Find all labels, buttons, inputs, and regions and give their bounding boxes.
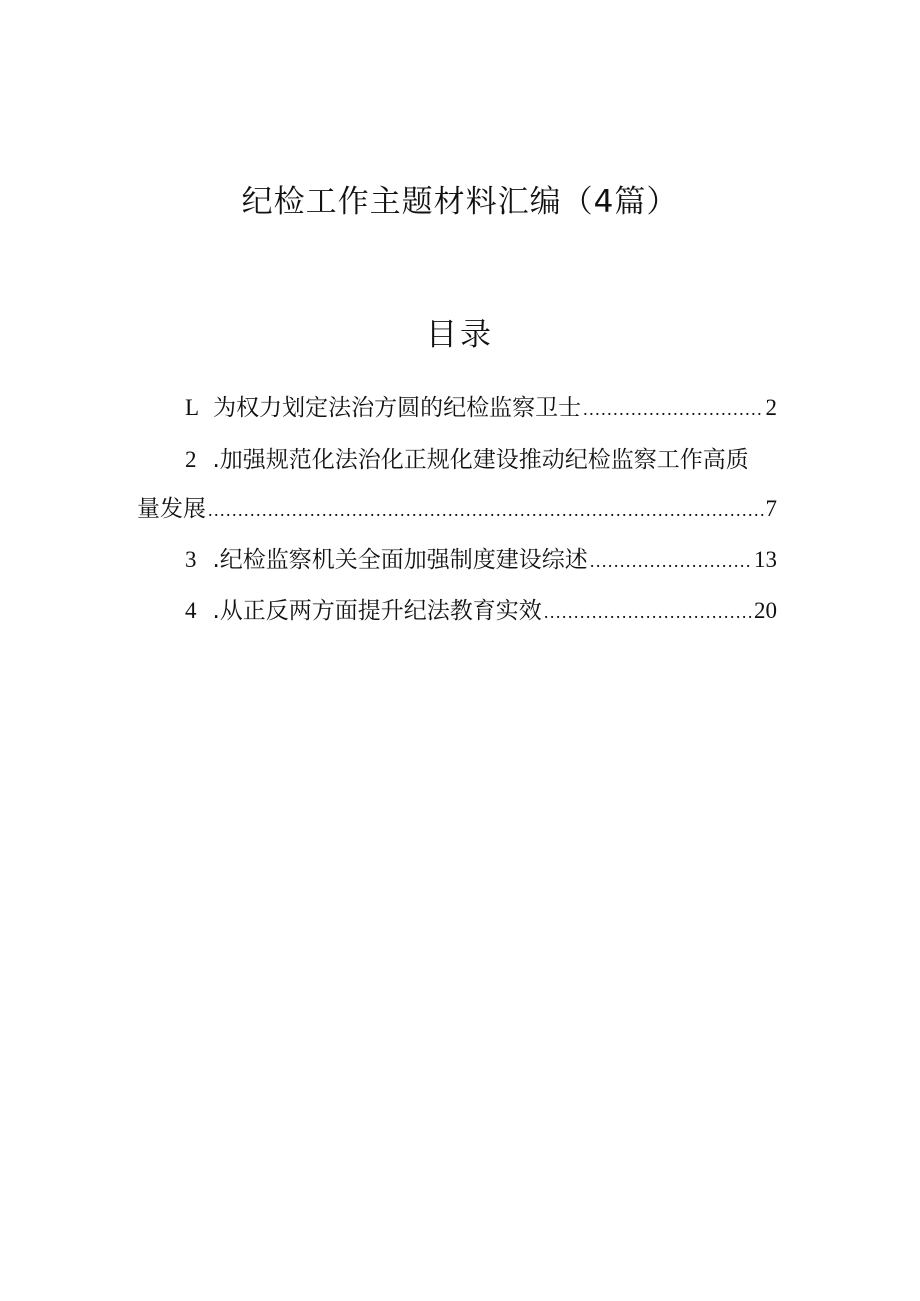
toc-entry-page: 20 (754, 598, 777, 623)
toc-entry-page: 2 (765, 395, 777, 420)
toc-entry-1[interactable] (185, 391, 777, 426)
toc-heading: 目录 (426, 317, 494, 353)
dot-leader (544, 595, 752, 629)
toc-entry-4[interactable] (185, 594, 777, 629)
dot-leader (208, 493, 764, 527)
toc-entry-page: 7 (765, 496, 777, 521)
toc-entry-number: L (185, 395, 200, 420)
toc-entry-2[interactable] (185, 443, 777, 477)
toc-entry-3[interactable] (185, 543, 777, 578)
toc-entry-title-continuation: 量发展 (137, 496, 206, 522)
dot-leader (590, 544, 752, 578)
toc-entry-page: 13 (754, 547, 777, 572)
toc-entry-title: 为权力划定法治方圆的纪检监察卫士 (213, 395, 582, 421)
dot-leader (583, 392, 763, 426)
toc-entry-title: .纪检监察机关全面加强制度建设综述 (212, 547, 588, 573)
toc-entry-title: .从正反两方面提升纪法教育实效 (212, 598, 542, 624)
toc-entry-number: 3 (185, 547, 197, 572)
toc-entry-2-continuation[interactable] (137, 492, 777, 527)
toc-entry-title: .加强规范化法治化正规化建设推动纪检监察工作高质 (212, 447, 749, 473)
toc-entry-number: 2 (185, 447, 197, 472)
document-title: 纪检工作主题材料汇编（4篇） (241, 184, 679, 220)
toc-entry-number: 4 (185, 598, 197, 623)
